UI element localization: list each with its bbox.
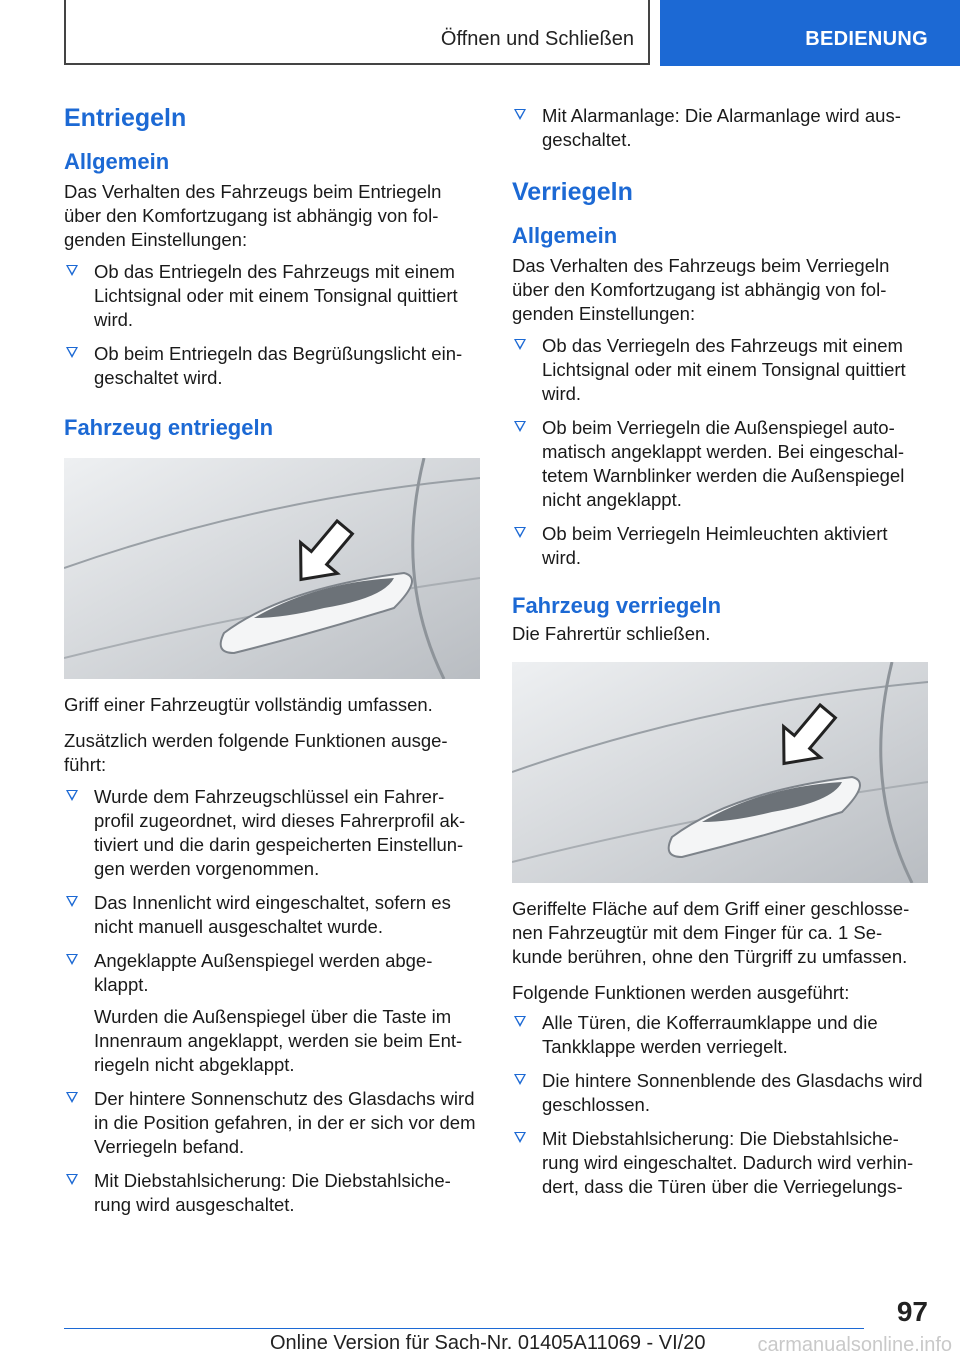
section-tab-label: BEDIENUNG (805, 28, 928, 50)
door-handle-arrow-icon (64, 458, 480, 679)
bullet-triangle-icon (514, 1016, 526, 1027)
header-divider-mid (648, 0, 650, 64)
bullet-triangle-icon (66, 954, 78, 965)
functions-list-entriegeln-2 (64, 1087, 480, 1217)
door-handle-touch-image (512, 662, 928, 883)
door-handle-touch-arrow-icon (512, 662, 928, 883)
list-item (512, 1127, 928, 1199)
list-item (64, 1087, 480, 1159)
list-item-text: Ob beim Entriegeln das Begrüßungslicht ein-geschaltet wird. (94, 343, 463, 388)
online-version-note: Online Version für Sach-Nr. 01405A11069 - VI/20 (270, 1332, 706, 1354)
intro-verriegeln: Das Verhalten des Fahrzeugs beim Verriegeln über den Komfortzugang ist abhängig von fol-genden Einstellungen: (512, 255, 890, 324)
bullet-triangle-icon (66, 1092, 78, 1103)
list-item-text: Alle Türen, die Kofferraumklappe und die Tankklappe werden verriegelt. (542, 1012, 878, 1057)
list-item (64, 891, 480, 939)
section-tab (660, 0, 960, 66)
list-item (512, 334, 928, 406)
mirror-note: Wurden die Außenspiegel über die Taste im Innenraum angeklappt, werden sie beim Ent-riegeln nicht abgeklappt. (94, 1006, 463, 1075)
chapter-title: Öffnen und Schließen (440, 28, 634, 50)
list-item-text: Ob beim Verriegeln die Außenspiegel auto-matisch angeklappt werden. Bei eingeschal-tetem Warnblinker werden die Außenspiegel nicht angeklappt. (542, 417, 905, 510)
heading-allgemein-entriegeln: Allgemein (64, 149, 170, 174)
list-item-text: Ob das Verriegeln des Fahrzeugs mit einem Lichtsignal oder mit einem Tonsignal quittiert wird. (542, 335, 906, 404)
right-column (512, 96, 928, 1199)
list-item (512, 104, 928, 152)
watermark: carmanualsonline.info (757, 1334, 952, 1356)
bullet-triangle-icon (514, 527, 526, 538)
bullet-triangle-icon (66, 896, 78, 907)
heading-fahrzeug-verriegeln: Fahrzeug verriegeln (512, 593, 722, 618)
list-item-text: Die hintere Sonnenblende des Glasdachs wird geschlossen. (542, 1070, 923, 1115)
list-item-text: Ob beim Verriegeln Heimleuchten aktiviert wird. (542, 523, 888, 568)
door-handle-image (64, 458, 480, 679)
list-item-text: Wurde dem Fahrzeugschlüssel ein Fahrer-profil zugeordnet, wird dieses Fahrerprofil ak-tiviert und die darin gespeicherten Einstellun-gen werden vorgenommen. (94, 786, 466, 879)
intro-functions-verriegeln: Folgende Funktionen werden ausgeführt: (512, 982, 850, 1003)
bullet-triangle-icon (66, 1174, 78, 1185)
left-column (64, 96, 480, 1217)
page-number: 97 (896, 1296, 928, 1327)
functions-list-continued (512, 104, 928, 152)
list-item (64, 260, 480, 332)
header-rule (64, 63, 650, 65)
list-item-text: Das Innenlicht wird eingeschaltet, sofern es nicht manuell ausgeschaltet wurde. (94, 892, 451, 937)
list-item-text: Mit Alarmanlage: Die Alarmanlage wird aus-geschaltet. (542, 105, 901, 150)
list-item-text: Mit Diebstahlsicherung: Die Diebstahlsiche-rung wird ausgeschaltet. (94, 1170, 451, 1215)
list-item (512, 522, 928, 570)
list-item-text: Ob das Entriegeln des Fahrzeugs mit einem Lichtsignal oder mit einem Tonsignal quittiert wird. (94, 261, 458, 330)
functions-list-entriegeln (64, 785, 480, 997)
bullet-triangle-icon (66, 790, 78, 801)
footer-rule (64, 1328, 864, 1329)
list-item (512, 1011, 928, 1059)
bullet-triangle-icon (514, 1074, 526, 1085)
list-item (64, 949, 480, 997)
bullet-triangle-icon (514, 1132, 526, 1143)
settings-list-verriegeln (512, 334, 928, 570)
list-item (64, 785, 480, 881)
heading-verriegeln: Verriegeln (512, 178, 633, 206)
bullet-triangle-icon (66, 265, 78, 276)
list-item-text: Der hintere Sonnenschutz des Glasdachs wird in die Position gefahren, in der er sich vor dem Verriegeln befand. (94, 1088, 476, 1157)
list-item (64, 342, 480, 390)
header-divider-left (64, 0, 66, 64)
functions-list-verriegeln (512, 1011, 928, 1199)
intro-entriegeln: Das Verhalten des Fahrzeugs beim Entriegeln über den Komfortzugang ist abhängig von fol-genden Einstellungen: (64, 181, 442, 250)
instruction-fahrertuer: Die Fahrertür schließen. (512, 623, 711, 644)
instruction-geriffelt: Geriffelte Fläche auf dem Griff einer geschlosse-nen Fahrzeugtür mit dem Finger für ca. 1 Se-kunde berühren, ohne den Türgriff zu umfassen. (512, 898, 910, 967)
heading-fahrzeug-entriegeln: Fahrzeug entriegeln (64, 415, 274, 440)
settings-list-entriegeln (64, 260, 480, 390)
list-item-text: Angeklappte Außenspiegel werden abge-klappt. (94, 950, 433, 995)
list-item (64, 1169, 480, 1217)
heading-allgemein-verriegeln: Allgemein (512, 223, 618, 248)
heading-entriegeln: Entriegeln (64, 104, 187, 132)
list-item (512, 1069, 928, 1117)
list-item-text: Mit Diebstahlsicherung: Die Diebstahlsiche-rung wird eingeschaltet. Dadurch wird verhin-dert, dass die Türen über die Verriegelungs- (542, 1128, 914, 1197)
list-item (512, 416, 928, 512)
instruction-griff: Griff einer Fahrzeugtür vollständig umfassen. (64, 694, 433, 715)
bullet-triangle-icon (514, 339, 526, 350)
bullet-triangle-icon (514, 421, 526, 432)
bullet-triangle-icon (514, 109, 526, 120)
bullet-triangle-icon (66, 347, 78, 358)
intro-functions: Zusätzlich werden folgende Funktionen ausge-führt: (64, 730, 448, 775)
